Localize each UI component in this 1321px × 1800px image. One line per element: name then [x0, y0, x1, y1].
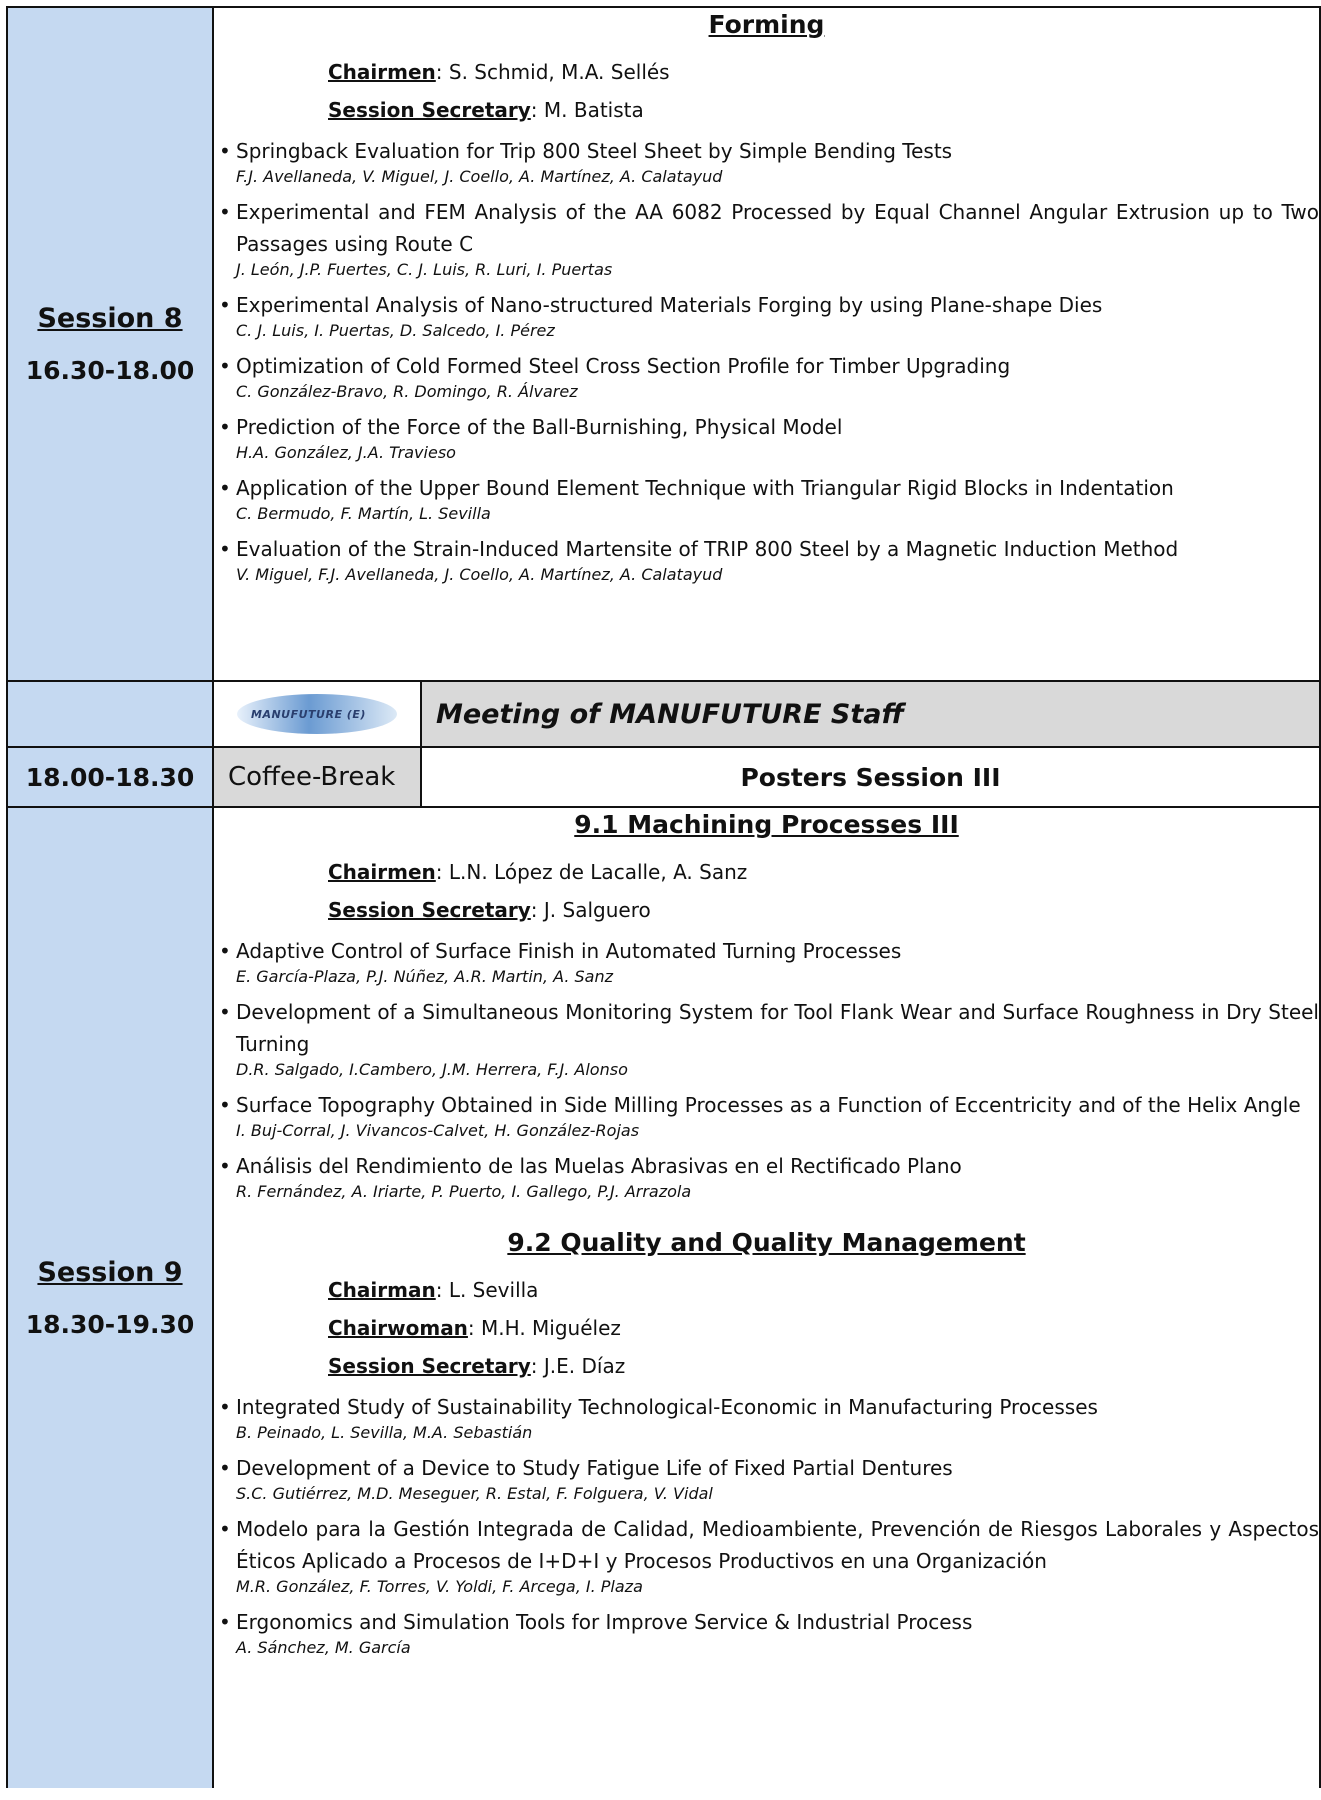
paper-title: • Optimization of Cold Formed Steel Cross Section Profile for Timber Upgrading	[236, 354, 1011, 378]
paper-title: • Análisis del Rendimiento de las Muelas Abrasivas en el Rectificado Plano	[236, 1154, 962, 1178]
coffee-time: 18.00-18.30	[7, 747, 213, 807]
paper-item	[214, 289, 1319, 341]
session-name: Session 9	[37, 1257, 183, 1288]
paper-item	[214, 411, 1319, 463]
secretary-line	[328, 97, 1319, 123]
paper-authors: C. J. Luis, I. Puertas, D. Salcedo, I. Pérez	[236, 321, 555, 340]
paper-item	[214, 135, 1319, 187]
paper-title: • Adaptive Control of Surface Finish in Automated Turning Processes	[236, 939, 902, 963]
paper-item	[214, 1089, 1319, 1141]
paper-item	[214, 1150, 1319, 1202]
paper-title: • Springback Evaluation for Trip 800 Steel Sheet by Simple Bending Tests	[236, 139, 953, 163]
chairwoman-value: : M.H. Miguélez	[467, 1316, 621, 1340]
paper-authors: B. Peinado, L. Sevilla, M.A. Sebastián	[236, 1423, 533, 1442]
paper-title: • Integrated Study of Sustainability Technological-Economic in Manufacturing Processes	[236, 1395, 1098, 1419]
session-8-time-cell	[7, 7, 213, 681]
paper-item	[214, 996, 1319, 1080]
secretary-label: Session Secretary	[328, 98, 531, 122]
paper-authors: F.J. Avellaneda, V. Miguel, J. Coello, A. Martínez, A. Calatayud	[236, 167, 723, 186]
paper-authors: R. Fernández, A. Iriarte, P. Puerto, I. Gallego, P.J. Arrazola	[236, 1182, 692, 1201]
meeting-row	[7, 681, 1320, 747]
secretary-line	[328, 897, 1319, 923]
paper-item	[214, 1391, 1319, 1443]
chairwoman-label: Chairwoman	[328, 1316, 468, 1340]
logo-text: MANUFUTURE (E)	[251, 707, 366, 721]
paper-authors: V. Miguel, F.J. Avellaneda, J. Coello, A. Martínez, A. Calatayud	[236, 565, 723, 584]
secretary-value: : J. Salguero	[530, 898, 651, 922]
chairman-label: Chairman	[328, 1278, 436, 1302]
paper-authors: I. Buj-Corral, J. Vivancos-Calvet, H. González-Rojas	[236, 1121, 640, 1140]
paper-title: • Prediction of the Force of the Ball-Burnishing, Physical Model	[236, 415, 843, 439]
session-8-row	[7, 7, 1320, 681]
session-title: Forming	[708, 10, 825, 39]
coffee-break-row	[7, 747, 1320, 807]
paper-item	[214, 1513, 1319, 1597]
chair-label: Chairmen	[328, 60, 436, 84]
secretary-label: Session Secretary	[328, 1354, 531, 1378]
paper-list	[214, 1391, 1319, 1658]
chair-line	[328, 59, 1319, 85]
paper-title: • Ergonomics and Simulation Tools for Improve Service & Industrial Process	[236, 1610, 973, 1634]
paper-item	[214, 196, 1319, 280]
block-title: 9.2 Quality and Quality Management	[507, 1228, 1026, 1257]
coffee-break-label: Coffee-Break	[213, 747, 421, 807]
paper-authors: C. González-Bravo, R. Domingo, R. Álvarez	[236, 382, 578, 401]
paper-title: • Modelo para la Gestión Integrada de Calidad, Medioambiente, Prevención de Riesgos Laborales y Aspectos Éticos Aplicado a Procesos de I+D+I y Procesos Productivos en una Organización	[236, 1517, 1319, 1573]
session-9-content	[213, 807, 1320, 1788]
paper-authors: A. Sánchez, M. García	[236, 1638, 411, 1657]
paper-authors: D.R. Salgado, I.Cambero, J.M. Herrera, F.J. Alonso	[236, 1060, 628, 1079]
meeting-logo-cell	[213, 681, 421, 747]
secretary-value: : M. Batista	[530, 98, 644, 122]
manufuture-logo	[237, 694, 397, 734]
chairman-value: : L. Sevilla	[435, 1278, 539, 1302]
secretary-value: : J.E. Díaz	[530, 1354, 626, 1378]
paper-title: • Evaluation of the Strain-Induced Martensite of TRIP 800 Steel by a Magnetic Induction Method	[236, 537, 1179, 561]
paper-item	[214, 935, 1319, 987]
meeting-time-cell	[7, 681, 213, 747]
paper-title: • Development of a Device to Study Fatigue Life of Fixed Partial Dentures	[236, 1456, 953, 1480]
paper-authors: H.A. González, J.A. Travieso	[236, 443, 456, 462]
paper-list	[214, 935, 1319, 1202]
paper-authors: C. Bermudo, F. Martín, L. Sevilla	[236, 504, 491, 523]
paper-title: • Application of the Upper Bound Element Technique with Triangular Rigid Blocks in Indentation	[236, 476, 1174, 500]
paper-authors: S.C. Gutiérrez, M.D. Meseguer, R. Estal, F. Folguera, V. Vidal	[236, 1484, 713, 1503]
paper-item	[214, 472, 1319, 524]
session-8-content	[213, 7, 1320, 681]
paper-item	[214, 1452, 1319, 1504]
paper-item	[214, 1606, 1319, 1658]
block-title: 9.1 Machining Processes III	[574, 810, 959, 839]
session-time: 18.30-19.30	[25, 1310, 195, 1339]
paper-authors: M.R. González, F. Torres, V. Yoldi, F. Arcega, I. Plaza	[236, 1577, 643, 1596]
chairman-line	[328, 1277, 1319, 1303]
schedule-table	[6, 6, 1321, 1788]
secretary-label: Session Secretary	[328, 898, 531, 922]
session-9-time-cell	[7, 807, 213, 1788]
chair-value: : L.N. López de Lacalle, A. Sanz	[435, 860, 748, 884]
paper-title: • Experimental Analysis of Nano-structured Materials Forging by using Plane-shape Dies	[236, 293, 1103, 317]
paper-authors: E. García-Plaza, P.J. Núñez, A.R. Martin, A. Sanz	[236, 967, 613, 986]
chair-value: : S. Schmid, M.A. Sellés	[435, 60, 670, 84]
chair-line	[328, 859, 1319, 885]
paper-title: • Experimental and FEM Analysis of the AA 6082 Processed by Equal Channel Angular Extrusion up to Two Passages using Route C	[236, 200, 1319, 256]
paper-title: • Development of a Simultaneous Monitoring System for Tool Flank Wear and Surface Roughness in Dry Steel Turning	[236, 1000, 1319, 1056]
session-name: Session 8	[37, 303, 183, 334]
chair-label: Chairmen	[328, 860, 436, 884]
posters-session-label: Posters Session III	[421, 747, 1320, 807]
paper-title: • Surface Topography Obtained in Side Milling Processes as a Function of Eccentricity and of the Helix Angle	[236, 1093, 1301, 1117]
meeting-title: Meeting of MANUFUTURE Staff	[421, 681, 1320, 747]
secretary-line	[328, 1353, 1319, 1379]
paper-item	[214, 533, 1319, 585]
paper-item	[214, 350, 1319, 402]
chairwoman-line	[328, 1315, 1319, 1341]
paper-authors: J. León, J.P. Fuertes, C. J. Luis, R. Luri, I. Puertas	[236, 260, 613, 279]
session-9-row	[7, 807, 1320, 1788]
session-time: 16.30-18.00	[25, 356, 195, 385]
paper-list	[214, 135, 1319, 585]
